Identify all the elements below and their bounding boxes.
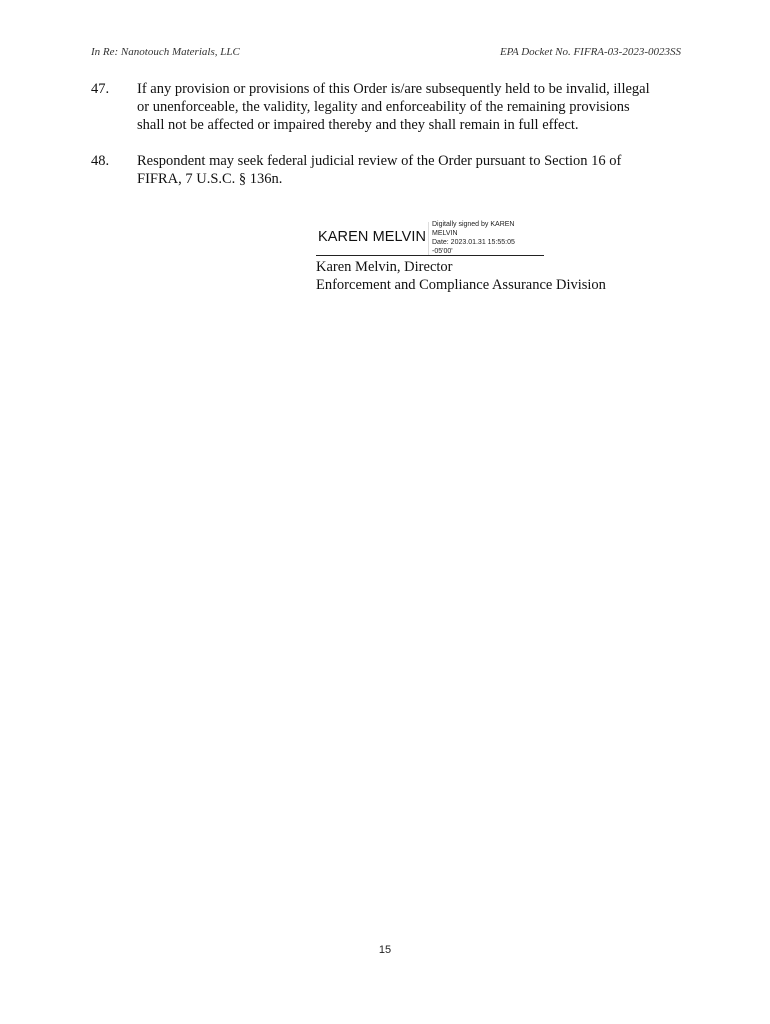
paragraph-line: Respondent may seek federal judicial review of the Order pursuant to Section 16 of <box>137 153 622 169</box>
header-docket-number: EPA Docket No. FIFRA-03-2023-0023SS <box>499 46 681 58</box>
signature-block <box>316 218 616 294</box>
signer-name-large: KAREN MELVIN <box>318 229 427 245</box>
paragraph-line: shall not be affected or impaired thereby and they shall remain in full effect. <box>137 117 579 133</box>
signature-divider <box>428 222 429 256</box>
digital-signature[interactable] <box>316 218 544 256</box>
paragraph-text <box>137 80 681 134</box>
signer-name-title: Karen Melvin, Director <box>316 259 453 275</box>
header-case-title: In Re: Nanotouch Materials, LLC <box>91 46 240 58</box>
paragraph-number: 48. <box>91 153 110 169</box>
page-number: 15 <box>378 944 392 956</box>
signature-line <box>316 255 544 256</box>
paragraph-line: If any provision or provisions of this Order is/are subsequently held to be invalid, illegal <box>137 81 650 97</box>
paragraph-text <box>137 152 681 188</box>
paragraph-line: FIFRA, 7 U.S.C. § 136n. <box>137 171 283 187</box>
signature-detail-line: -05'00' <box>432 248 453 255</box>
paragraph-line: or unenforceable, the validity, legality and enforceability of the remaining provisions <box>137 99 630 115</box>
paragraph-number: 47. <box>91 81 110 97</box>
digital-signature-details <box>432 220 532 256</box>
signature-detail-line: Digitally signed by KAREN <box>432 221 515 228</box>
signature-detail-line: MELVIN <box>432 230 458 237</box>
signer-title <box>316 258 616 294</box>
signer-division: Enforcement and Compliance Assurance Division <box>316 277 606 293</box>
signature-detail-line: Date: 2023.01.31 15:55:05 <box>432 239 515 246</box>
